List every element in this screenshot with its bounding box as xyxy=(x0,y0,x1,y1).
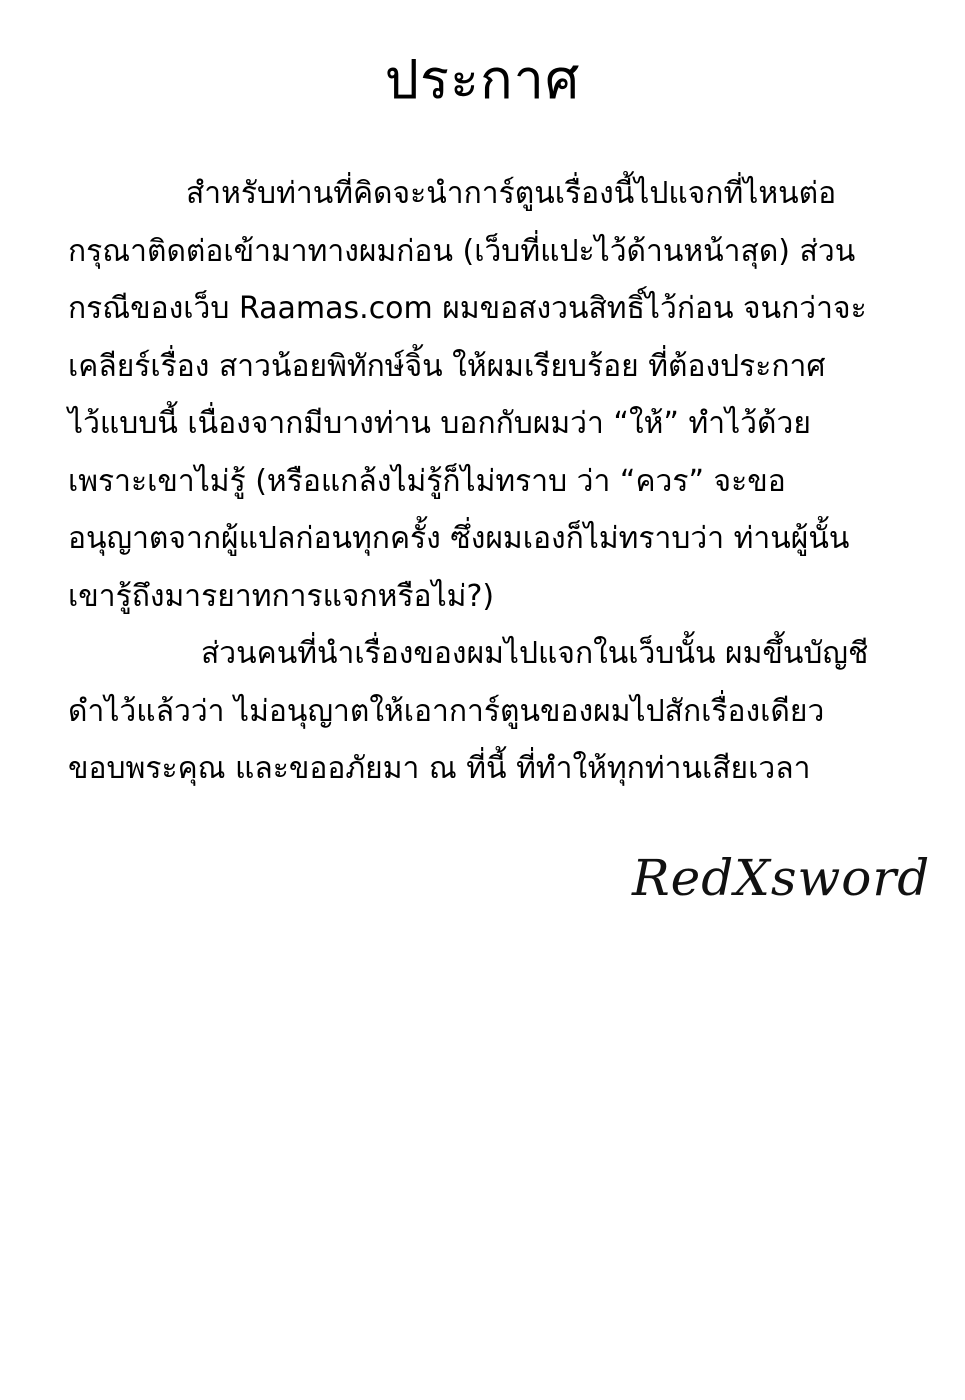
text-line: ไว้แบบนี้ เนื่องจากมีบางท่าน บอกกับผมว่า “ให้” ทำไว้ด้วย xyxy=(68,406,811,441)
text-line: เคลียร์เรื่อง สาวน้อยพิทักษ์จิ้น ให้ผมเรียบร้อย ที่ต้องประกาศ xyxy=(68,348,826,384)
text-line: กรุณาติดต่อเข้ามาทางผมก่อน (เว็บที่แปะไว้ด้านหน้าสุด) ส่วน xyxy=(68,233,856,269)
text-line: เพราะเขาไม่รู้ (หรือแกล้งไม่รู้ก็ไม่ทราบ ว่า “ควร” จะขอ xyxy=(68,463,786,499)
page-title: ประกาศ xyxy=(384,48,581,111)
text-line: กรณีของเว็บ Raamas.com ผมขอสงวนสิทธิ์ไว้ก่อน จนกว่าจะ xyxy=(68,291,867,326)
announcement-body xyxy=(68,165,898,798)
author-signature: RedXsword xyxy=(632,849,931,907)
text-line: เขารู้ถึงมารยาทการแจกหรือไม่?) xyxy=(68,578,495,614)
text-line: ส่วนคนที่นำเรื่องของผมไปแจกในเว็บนั้น ผมขึ้นบัญชี xyxy=(201,636,869,671)
text-line: อนุญาตจากผู้แปลก่อนทุกครั้ง ซึ่งผมเองก็ไม่ทราบว่า ท่านผู้นั้น xyxy=(68,521,850,556)
text-line: สำหรับท่านที่คิดจะนำการ์ตูนเรื่องนี้ไปแจกที่ไหนต่อ xyxy=(186,176,837,211)
text-line: ดำไว้แล้วว่า ไม่อนุญาตให้เอาการ์ตูนของผมไปสักเรื่องเดียว xyxy=(68,693,825,729)
text-line: ขอบพระคุณ และขออภัยมา ณ ที่นี้ ที่ทำให้ทุกท่านเสียเวลา xyxy=(68,751,811,786)
